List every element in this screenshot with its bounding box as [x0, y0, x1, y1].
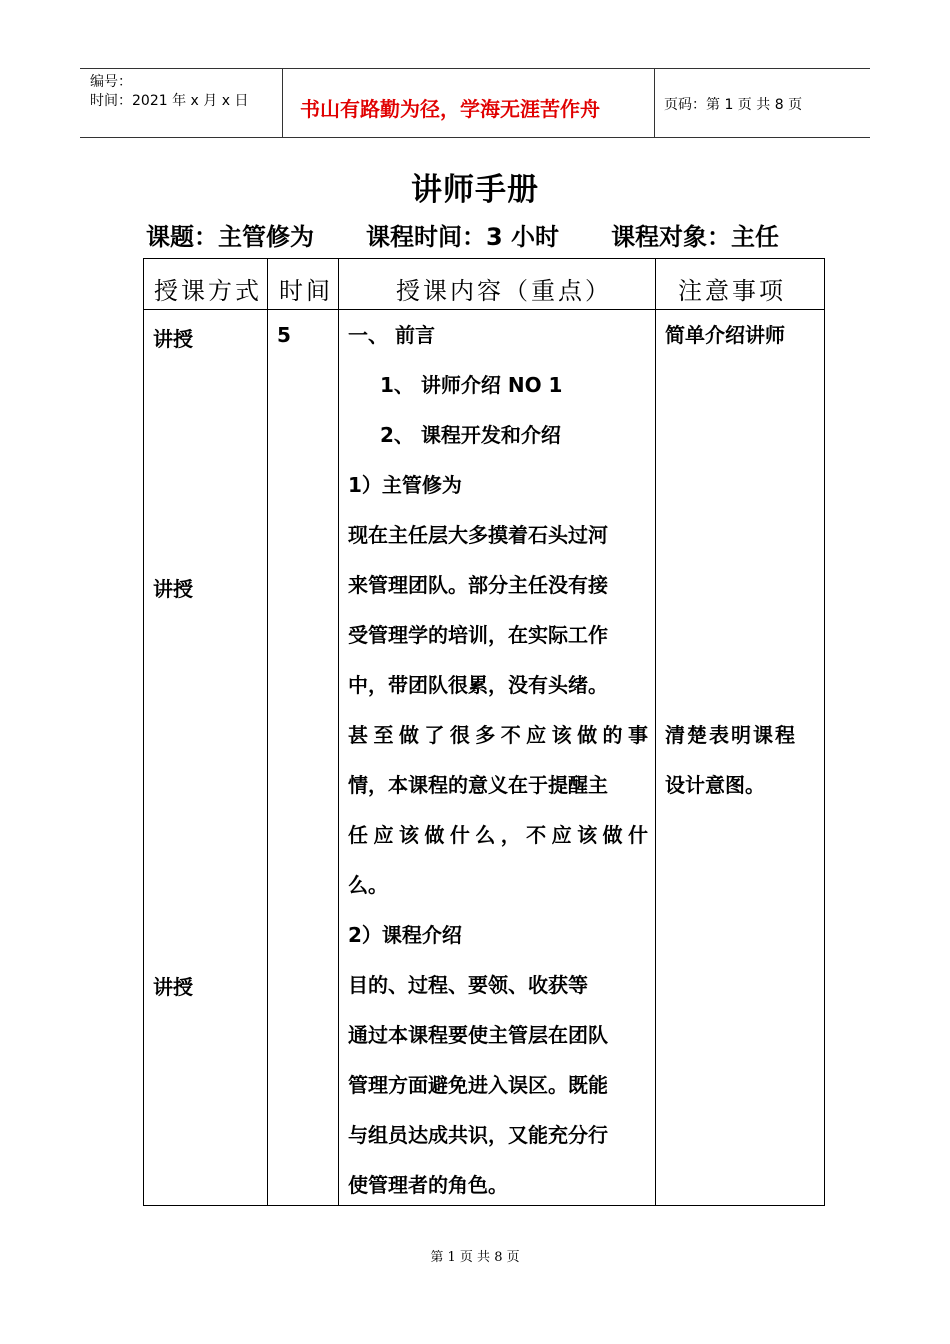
motto: 书山有路勤为径，学海无涯苦作舟: [300, 97, 600, 121]
header-meta: [80, 69, 283, 137]
note-text: 简单介绍讲师: [665, 323, 785, 347]
paragraph-line: 受管理学的培训，在实际工作: [348, 623, 608, 647]
list-item: 1、 讲师介绍 NO 1: [380, 373, 563, 397]
note-text: 设计意图。: [665, 773, 765, 797]
course-info: [146, 217, 779, 252]
column-divider: [338, 259, 339, 1205]
course-topic: 课题：主管修为: [146, 223, 314, 251]
page-code: 页码：第 1 页 共 8 页: [664, 97, 803, 113]
header-page-cell: [654, 69, 870, 137]
document-title: 讲师手册: [411, 172, 539, 208]
paragraph-line: 情，本课程的意义在于提醒主: [348, 773, 608, 797]
content-column: [348, 321, 648, 1221]
number-label: 编号：: [90, 74, 132, 90]
column-header-time: 时间: [279, 277, 333, 305]
list-item: 2、 课程开发和介绍: [380, 423, 561, 447]
header-row-divider: [144, 309, 824, 310]
time-cell: 5: [277, 323, 291, 347]
paragraph-line: 甚至做了很多不应该做的事: [348, 723, 648, 747]
time-label: 时间：2021 年 x 月 x 日: [90, 93, 249, 109]
course-duration: 课程时间：3 小时: [366, 223, 560, 251]
column-header-notes: 注意事项: [678, 277, 786, 305]
notes-column: [665, 721, 815, 821]
section-heading: 一、 前言: [348, 323, 435, 347]
notes-column: [665, 321, 815, 371]
lesson-table: [143, 258, 825, 1206]
method-cell: 讲授: [153, 327, 193, 351]
paragraph-line: 通过本课程要使主管层在团队: [348, 1023, 608, 1047]
paragraph-line: 任应该做什么，不应该做什: [348, 823, 648, 847]
note-text: 清楚表明课程: [665, 723, 797, 747]
paragraph-line: 来管理团队。部分主任没有接: [348, 573, 608, 597]
column-divider: [267, 259, 268, 1205]
method-cell: 讲授: [153, 577, 193, 601]
paragraph-line: 管理方面避免进入误区。既能: [348, 1073, 608, 1097]
paragraph-line: 目的、过程、要领、收获等: [348, 973, 588, 997]
page-footer: 第 1 页 共 8 页: [430, 1250, 520, 1265]
paragraph-line: 么。: [348, 873, 388, 897]
paragraph-line: 现在主任层大多摸着石头过河: [348, 523, 608, 547]
header-motto-cell: [282, 69, 655, 137]
course-audience: 课程对象：主任: [611, 223, 780, 251]
page-header: [80, 68, 870, 138]
subsection-heading: 1）主管修为: [348, 473, 462, 497]
subsection-heading: 2）课程介绍: [348, 923, 462, 947]
paragraph-line: 使管理者的角色。: [348, 1173, 508, 1197]
column-header-content: 授课内容（重点）: [396, 277, 612, 305]
method-cell: 讲授: [153, 975, 193, 999]
paragraph-line: 与组员达成共识，又能充分行: [348, 1123, 608, 1147]
column-header-method: 授课方式: [154, 277, 262, 305]
paragraph-line: 中，带团队很累，没有头绪。: [348, 673, 608, 697]
column-divider: [655, 259, 656, 1205]
